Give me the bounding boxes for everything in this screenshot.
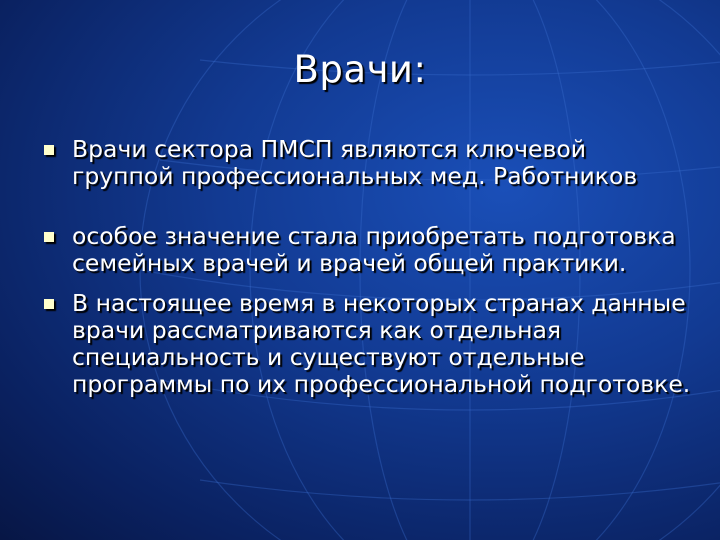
slide-title: Врачи: — [293, 48, 427, 91]
bullet-text: особое значение стала приобретать подготовка семейных врачей и врачей общей практики. — [72, 222, 676, 277]
square-bullet-icon — [44, 299, 54, 309]
square-bullet-icon — [44, 145, 54, 155]
bullet-item — [44, 290, 694, 398]
bullet-text: Врачи сектора ПМСП являются ключевой группой профессиональных мед. Работников — [72, 135, 638, 190]
bullet-item — [44, 223, 694, 277]
bullet-item — [44, 136, 694, 190]
bullet-text: В настоящее время в некоторых странах данные врачи рассматриваются как отдельная специальность и существуют отдельные программы по их профессиональной подготовке. — [72, 289, 691, 398]
square-bullet-icon — [44, 232, 54, 242]
bullet-list — [44, 136, 694, 398]
